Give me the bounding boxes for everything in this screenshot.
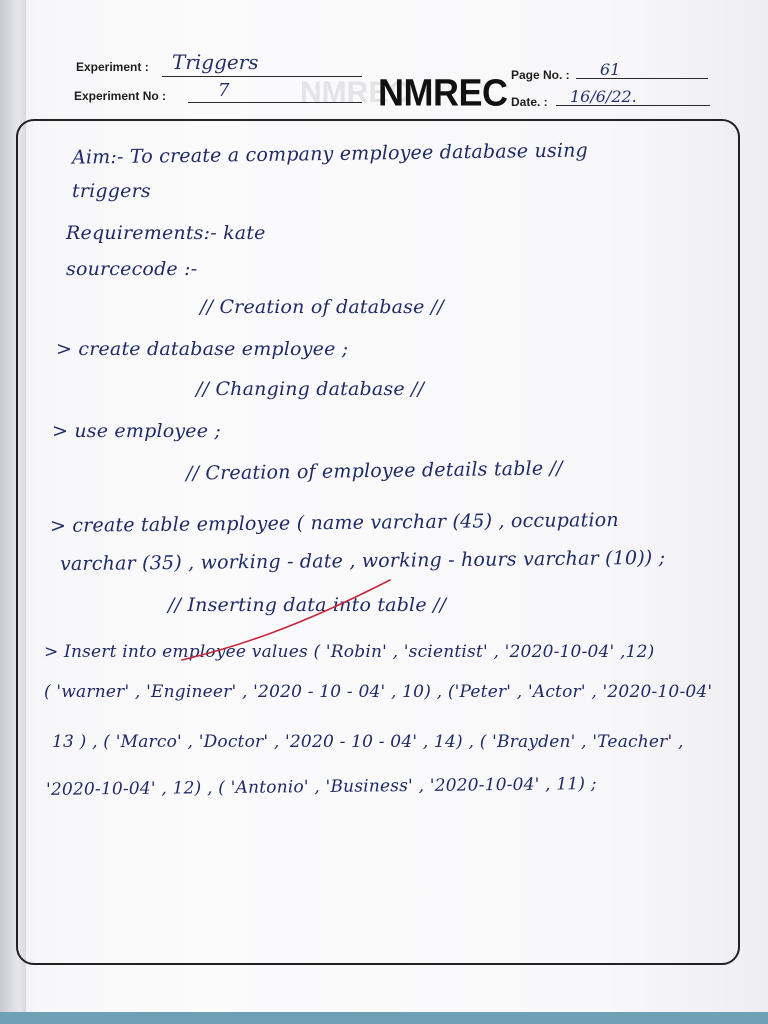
- page-no-underline: [576, 78, 708, 79]
- content-frame: [16, 119, 740, 965]
- comment-creation-of-table: // Creation of employee details table //: [185, 457, 563, 485]
- brand-watermark: NMREC: [300, 76, 410, 109]
- create-table-line: > create table employee ( name varchar (45) , occupation: [49, 509, 619, 537]
- experiment-no-value: 7: [218, 80, 230, 101]
- insert-line-4: '2020-10-04' , 12) , ( 'Antonio' , 'Business' , '2020-10-04' , 11) ;: [45, 774, 597, 800]
- aim-line: Aim:- To create a company employee database using: [71, 139, 589, 169]
- comment-inserting-data: // Inserting data into table //: [168, 594, 447, 616]
- aim-line-continued: triggers: [72, 180, 151, 202]
- date-underline: [556, 105, 710, 106]
- experiment-label: Experiment :: [76, 60, 149, 74]
- comment-changing-database: // Changing database //: [196, 378, 425, 400]
- insert-line-3: 13 ) , ( 'Marco' , 'Doctor' , '2020 - 10 - 04' , 14) , ( 'Brayden' , 'Teacher' ,: [52, 732, 684, 752]
- red-pen-stroke: [180, 576, 400, 666]
- insert-line-1: > Insert into employee values ( 'Robin' , 'scientist' , '2020-10-04' ,12): [44, 642, 655, 662]
- desk-edge: [0, 1012, 768, 1024]
- experiment-no-label: Experiment No :: [74, 89, 167, 103]
- experiment-value: Triggers: [172, 50, 259, 74]
- create-table-line-continued: varchar (35) , working - date , working - hours varchar (10)) ;: [59, 546, 666, 576]
- page-no-value: 61: [600, 60, 621, 79]
- date-value: 16/6/22.: [570, 87, 637, 106]
- requirements-line: Requirements:- kate: [66, 222, 266, 244]
- page-no-label: Page No. :: [511, 68, 570, 82]
- brand-title: NMREC: [378, 70, 508, 114]
- create-database-line: > create database employee ;: [56, 338, 349, 360]
- sourcecode-heading: sourcecode :-: [66, 258, 198, 280]
- comment-creation-of-database: // Creation of database //: [200, 296, 444, 318]
- date-label: Date. :: [511, 95, 548, 109]
- insert-line-2: ( 'warner' , 'Engineer' , '2020 - 10 - 04' , 10) , ('Peter' , 'Actor' , '2020-10-04': [44, 682, 713, 702]
- use-employee-line: > use employee ;: [52, 420, 222, 442]
